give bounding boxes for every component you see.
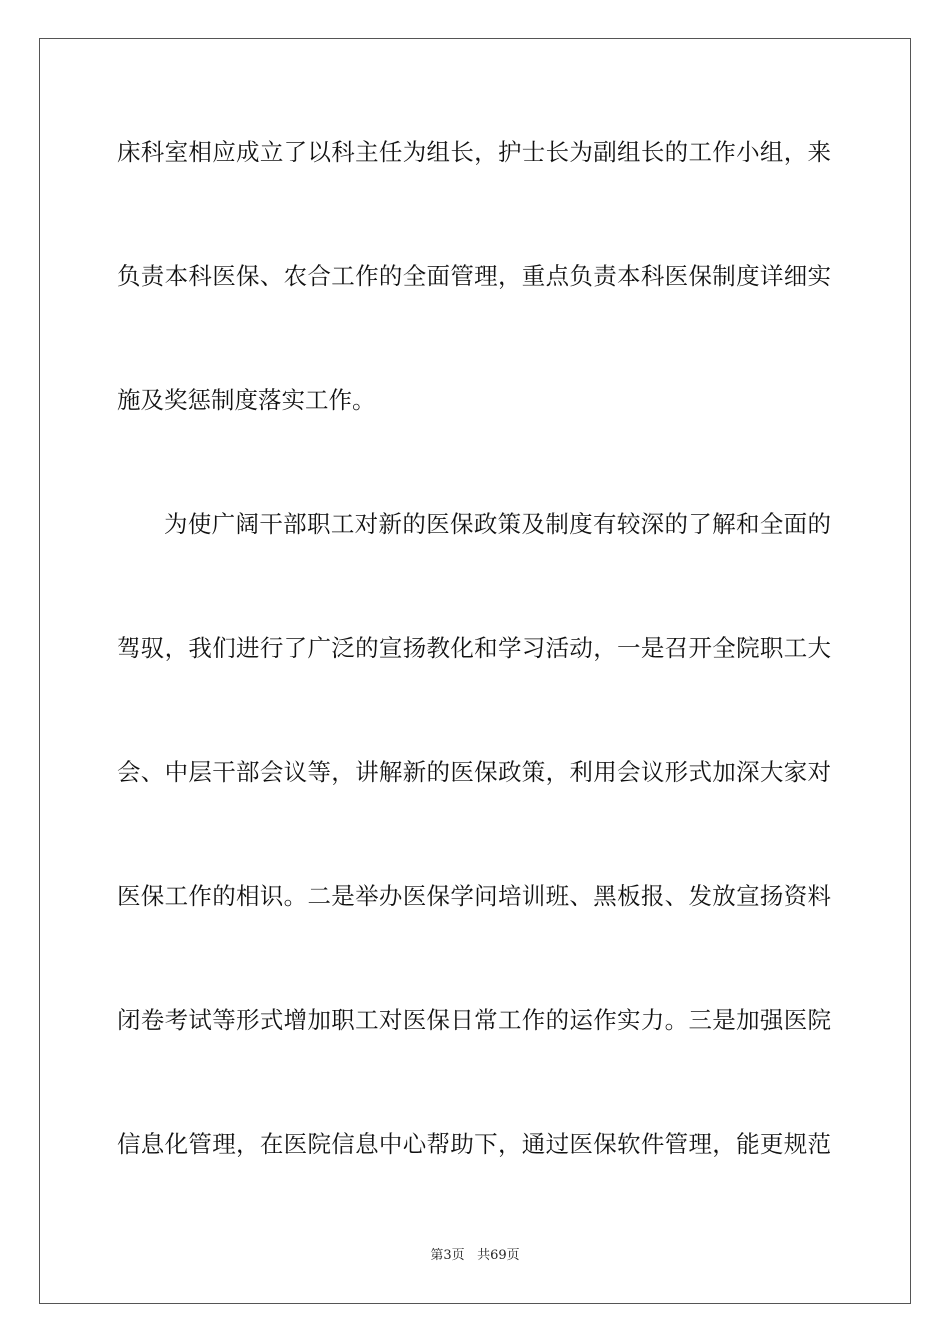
body-line-1: 床科室相应成立了以科主任为组长，护士长为副组长的工作小组，来 bbox=[117, 138, 831, 166]
body-line-4: 为使广阔干部职工对新的医保政策及制度有较深的了解和全面的 bbox=[164, 510, 831, 538]
body-line-9: 信息化管理，在医院信息中心帮助下，通过医保软件管理，能更规范 bbox=[117, 1130, 831, 1158]
body-line-5: 驾驭，我们进行了广泛的宣扬教化和学习活动，一是召开全院职工大 bbox=[117, 634, 831, 662]
body-line-3: 施及奖惩制度落实工作。 bbox=[117, 386, 376, 414]
body-line-7: 医保工作的相识。二是举办医保学问培训班、黑板报、发放宣扬资料 bbox=[117, 882, 831, 910]
body-line-8: 闭卷考试等形式增加职工对医保日常工作的运作实力。三是加强医院 bbox=[117, 1006, 831, 1034]
total-pages: 共69页 bbox=[477, 1248, 520, 1263]
body-line-2: 负责本科医保、农合工作的全面管理，重点负责本科医保制度详细实 bbox=[117, 262, 831, 290]
body-line-6: 会、中层干部会议等，讲解新的医保政策，利用会议形式加深大家对 bbox=[117, 758, 831, 786]
page-footer bbox=[0, 1248, 950, 1264]
page-border bbox=[39, 38, 911, 1304]
page-number: 第3页 bbox=[430, 1248, 465, 1263]
